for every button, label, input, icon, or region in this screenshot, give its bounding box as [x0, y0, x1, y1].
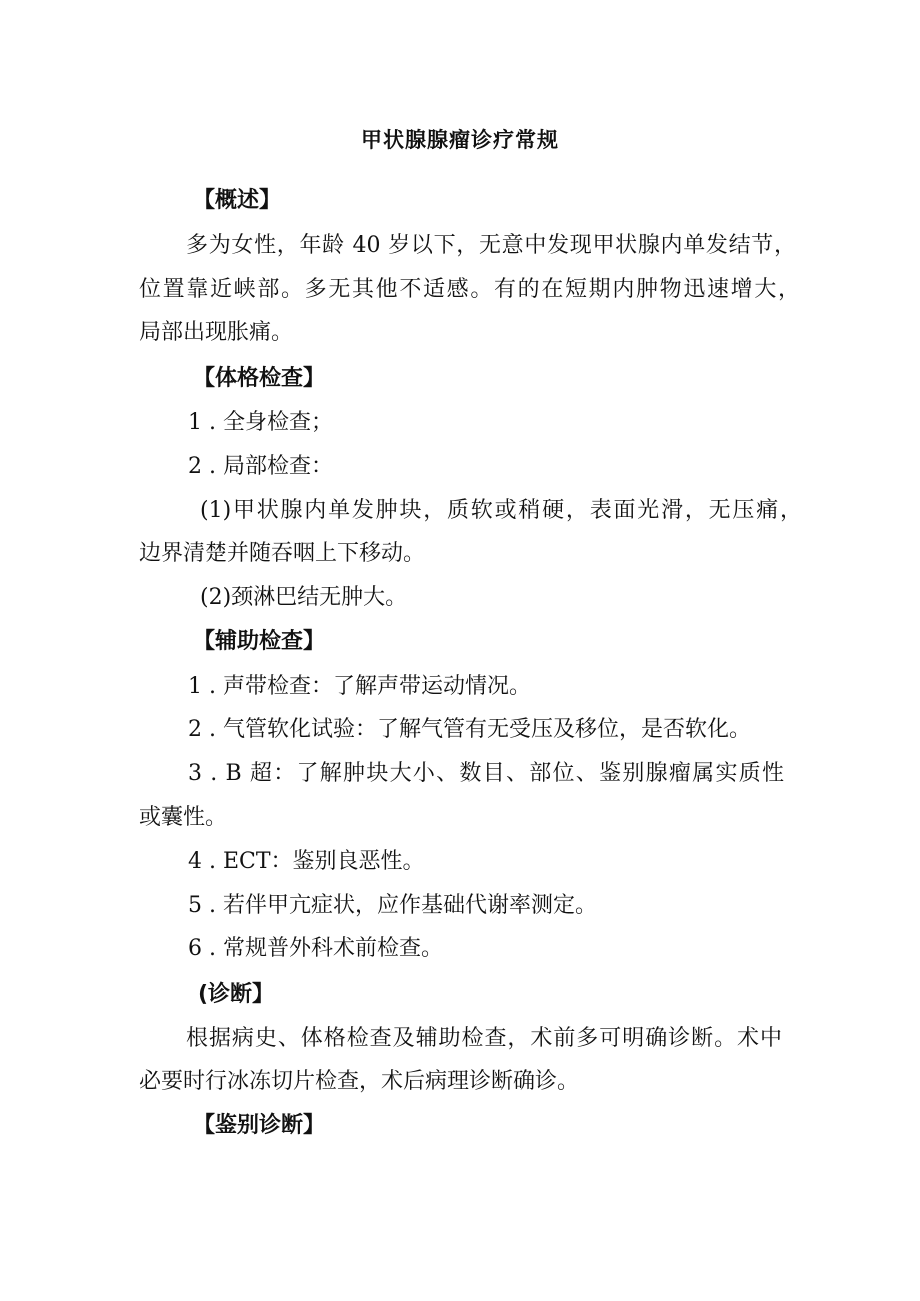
aux-exam-heading: 【辅助检查】	[193, 629, 326, 654]
overview-line-1: 多为女性，年龄 40 岁以下，无意中发现甲状腺内单发结节，	[186, 233, 796, 258]
aux-exam-item-1: 1 . 声带检查：了解声带运动情况。	[188, 674, 531, 699]
overview-line-3: 局部出现胀痛。	[139, 320, 294, 345]
physical-exam-item-1: 1 . 全身检查；	[188, 410, 333, 435]
aux-exam-item-5: 5 . 若伴甲亢症状，应作基础代谢率测定。	[188, 893, 597, 918]
diagnosis-heading: (诊断】	[198, 982, 275, 1007]
differential-heading: 【鉴别诊断】	[193, 1113, 326, 1138]
diagnosis-line-1: 根据病史、体格检查及辅助检查，术前多可明确诊断。术中	[186, 1026, 782, 1051]
aux-exam-item-6: 6 . 常规普外科术前检查。	[188, 936, 443, 961]
diagnosis-line-2: 必要时行冰冻切片检查，术后病理诊断确诊。	[139, 1069, 580, 1094]
physical-exam-sub-1-line-2: 边界清楚并随吞咽上下移动。	[139, 541, 426, 566]
page-title: 甲状腺腺瘤诊疗常规	[361, 128, 559, 152]
overview-heading: 【概述】	[193, 188, 282, 213]
physical-exam-heading: 【体格检查】	[193, 366, 326, 391]
overview-line-2: 位置靠近峡部。多无其他不适感。有的在短期内肿物迅速增大，	[139, 277, 800, 302]
physical-exam-sub-1-line-1: (1)甲状腺内单发肿块，质软或稍硬，表面光滑，无压痛，	[200, 498, 802, 523]
aux-exam-item-4: 4 . ECT：鉴别良恶性。	[188, 849, 425, 874]
aux-exam-item-3-line-2: 或囊性。	[139, 805, 228, 830]
physical-exam-sub-2: (2)颈淋巴结无肿大。	[200, 585, 408, 610]
aux-exam-item-2: 2 . 气管软化试验：了解气管有无受压及移位，是否软化。	[188, 717, 751, 742]
aux-exam-item-3-line-1: 3 . B 超：了解肿块大小、数目、部位、鉴别腺瘤属实质性	[188, 761, 784, 786]
physical-exam-item-2: 2 . 局部检查：	[188, 454, 333, 479]
